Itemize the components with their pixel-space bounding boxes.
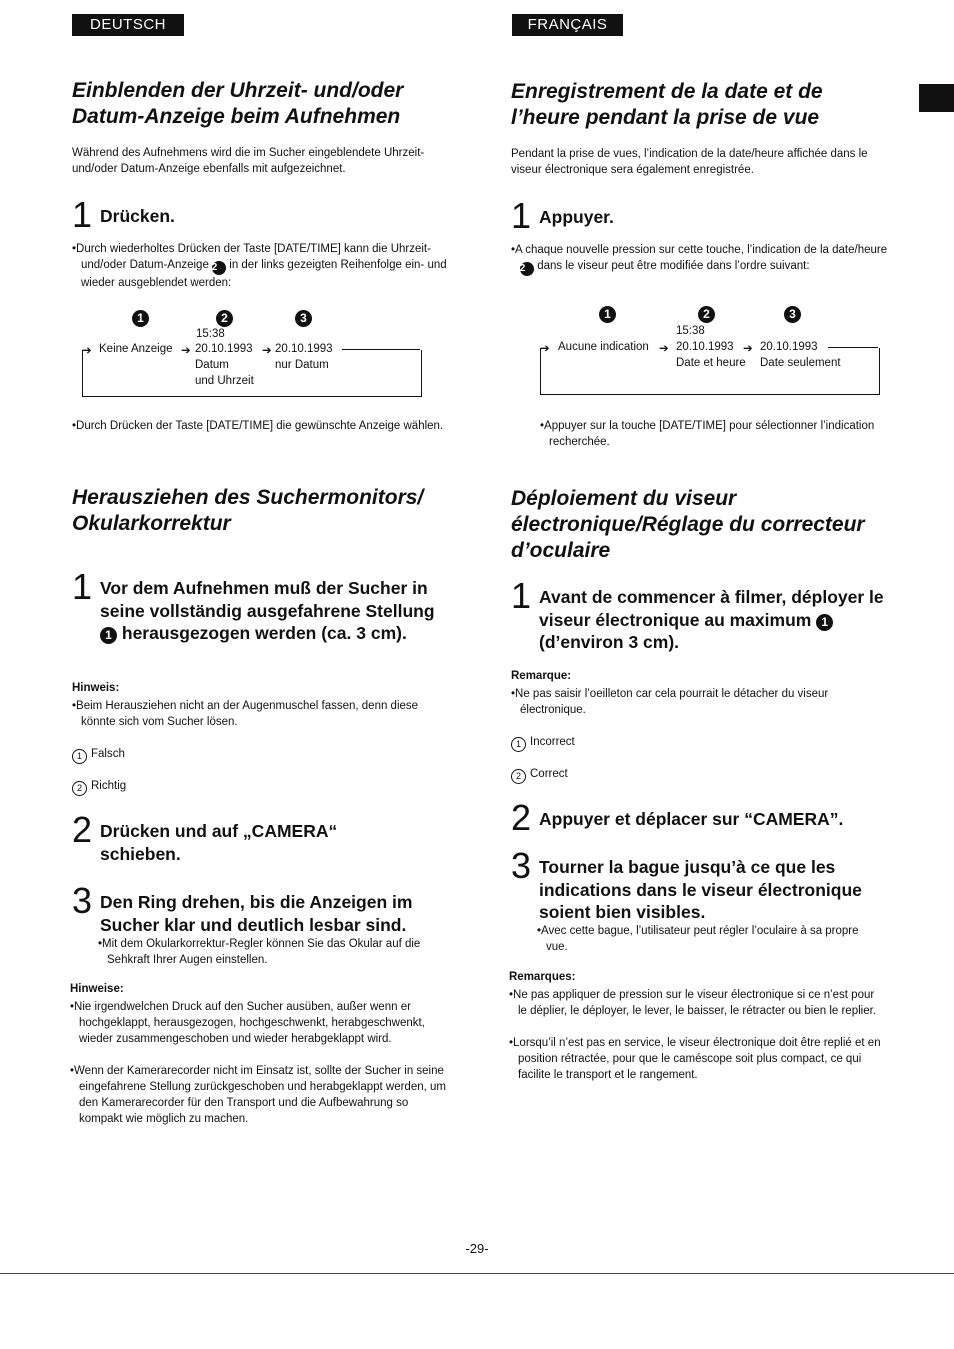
step-number: 1 <box>72 566 93 607</box>
note-text: •Nie irgendwelchen Druck auf den Sucher ausüben, außer wenn er hochgeklappt, herausgezogen, hochgeschwenkt, herabgeschwenkt, wieder zusammengeschoben und wieder herabgeklappt wird. <box>70 1001 425 1045</box>
step-text: Tourner la bague jusqu’à ce que les indications dans le viseur électronique soient bien visibles. <box>539 857 862 922</box>
option-date-only-value: 20.10.1993 <box>275 343 333 355</box>
label-wrong <box>72 746 442 764</box>
option-no-display: Keine Anzeige <box>99 343 173 355</box>
step-number: 1 <box>72 194 93 235</box>
circled-2-icon: 2 <box>72 781 87 796</box>
arrow-icon: ➔ <box>540 343 550 355</box>
step-number: 1 <box>511 195 532 236</box>
circled-1-icon: 1 <box>511 737 526 752</box>
circled-number-3-icon: 3 <box>784 306 801 323</box>
bullet-text: •Durch wiederholtes Drücken der Taste [DATE/TIME] kann die Uhrzeit- und/oder Datum-Anzeige <box>72 243 431 271</box>
display-sequence-diagram <box>80 310 425 400</box>
label-correct <box>511 766 881 784</box>
intro-text: Während des Aufnehmens wird die im Sucher eingeblendete Uhrzeit- und/oder Datum-Anzeige ebenfalls mit aufgezeichnet. <box>72 147 425 175</box>
label-and-time: und Uhrzeit <box>195 375 254 387</box>
option-no-display: Aucune indication <box>558 341 649 353</box>
step-text: Appuyer et déplacer sur “CAMERA”. <box>539 809 844 829</box>
note-heading: Remarque: <box>511 670 572 682</box>
circled-number-2-icon: 2 <box>520 262 534 276</box>
circled-number-1-icon: 1 <box>816 614 833 631</box>
circled-number-1-icon: 1 <box>132 310 149 327</box>
step-number: 3 <box>511 845 532 886</box>
label-text: Correct <box>530 768 568 780</box>
label-right <box>72 778 442 796</box>
bullet-select-display: •Durch Drücken der Taste [DATE/TIME] die gewünschte Anzeige wählen. <box>72 420 444 432</box>
bullet-date-time-cycle <box>511 242 888 276</box>
page-number: -29- <box>465 1241 489 1256</box>
step-number: 1 <box>511 575 532 616</box>
arrow-icon: ➔ <box>743 343 753 355</box>
note-text: •Ne pas appliquer de pression sur le viseur électronique si ce n’est pour le déplier, le déployer, le lever, le baisser, le rétracter ou bien le replier. <box>509 989 876 1017</box>
label-text: Richtig <box>91 780 127 792</box>
step-text: Drücken und auf „CAMERA“ schieben. <box>100 821 338 864</box>
label-date-only: Date seulement <box>760 357 841 369</box>
option-date-time-value: 20.10.1993 <box>676 341 734 353</box>
display-sequence-diagram <box>538 306 883 398</box>
label-incorrect <box>511 734 881 752</box>
footer-divider <box>0 1273 954 1274</box>
loop-arrow-line <box>828 347 878 348</box>
time-value: 15:38 <box>196 328 225 340</box>
language-label-french: FRANÇAIS <box>512 14 623 36</box>
bullet-select-display: •Appuyer sur la touche [DATE/TIME] pour sélectionner l’indication recherchée. <box>540 420 875 448</box>
language-label-german: DEUTSCH <box>72 14 184 36</box>
step-text: Drücken. <box>100 206 175 226</box>
section-title-viewfinder: Déploiement du viseur électronique/Réglage du correcteur d’oculaire <box>511 487 865 562</box>
circled-number-2-icon: 2 <box>698 306 715 323</box>
label-date-only: nur Datum <box>275 359 329 371</box>
arrow-icon: ➔ <box>659 343 669 355</box>
bullet-eyepiece-adjust: •Mit dem Okularkorrektur-Regler können Sie das Okular auf die Sehkraft Ihrer Augen einstellen. <box>98 938 421 966</box>
bullet-text: •A chaque nouvelle pression sur cette touche, l’indication de la date/heure <box>511 244 888 256</box>
section-title-viewfinder: Herausziehen des Suchermonitors/ Okularkorrektur <box>72 486 424 535</box>
step-text <box>100 577 445 645</box>
loop-arrow-frame <box>540 348 880 395</box>
step-text: Den Ring drehen, bis die Anzeigen im Sucher klar und deutlich lesbar sind. <box>100 892 413 935</box>
option-date-time-value: 20.10.1993 <box>195 343 253 355</box>
circled-number-2-icon: 2 <box>216 310 233 327</box>
step-text-part: Vor dem Aufnehmen muß der Sucher in seine vollständig ausgefahrene Stellung <box>100 578 435 621</box>
section-tab-marker <box>919 84 954 112</box>
step-text-part: herausgezogen werden (ca. 3 cm). <box>121 623 407 643</box>
note-text: •Ne pas saisir l’oeilleton car cela pourrait le détacher du viseur électronique. <box>511 688 829 716</box>
section-title-date-time: Einblenden der Uhrzeit- und/oder Datum-Anzeige beim Aufnehmen <box>72 79 404 128</box>
note-text: •Beim Herausziehen nicht an der Augenmuschel fassen, denn diese könnte sich vom Sucher lösen. <box>72 700 419 728</box>
option-date-only-value: 20.10.1993 <box>760 341 818 353</box>
step-number: 2 <box>72 809 93 850</box>
arrow-icon: ➔ <box>82 345 92 357</box>
intro-text: Pendant la prise de vues, l’indication de la date/heure affichée dans le viseur électronique sera également enregistrée. <box>511 148 868 176</box>
notes-heading: Remarques: <box>509 971 576 983</box>
label-date: Datum <box>195 359 229 371</box>
notes-heading: Hinweise: <box>70 983 124 995</box>
circled-number-3-icon: 3 <box>295 310 312 327</box>
loop-arrow-frame <box>82 350 422 397</box>
section-title-date-time: Enregistrement de la date et de l’heure pendant la prise de vue <box>511 80 823 129</box>
label-date-and-time: Date et heure <box>676 357 746 369</box>
label-text: Incorrect <box>530 736 575 748</box>
step-text-part: Avant de commencer à filmer, déployer le viseur électronique au maximum <box>539 587 884 630</box>
bullet-date-time-cycle <box>72 241 449 291</box>
step-text: Appuyer. <box>539 207 614 227</box>
step-text-part: (d’environ 3 cm). <box>539 632 680 652</box>
circled-number-1-icon: 1 <box>599 306 616 323</box>
circled-number-1-icon: 1 <box>100 627 117 644</box>
step-text <box>539 586 884 654</box>
note-text: •Lorsqu’il n’est pas en service, le viseur électronique doit être replié et en position rétractée, pour que le caméscope soit plus compact, ce qui facilite le transport et le rangement. <box>509 1037 881 1081</box>
loop-arrow-line <box>342 349 420 350</box>
circled-number-2-icon: 2 <box>212 261 226 275</box>
step-number: 2 <box>511 797 532 838</box>
step-number: 3 <box>72 880 93 921</box>
time-value: 15:38 <box>676 325 705 337</box>
arrow-icon: ➔ <box>181 345 191 357</box>
bullet-text: dans le viseur peut être modifiée dans l’ordre suivant: <box>537 260 810 272</box>
bullet-text: in der links gezeigten Reihenfolge ein- und wieder ausgeblendet werden: <box>81 259 447 289</box>
label-text: Falsch <box>91 748 125 760</box>
arrow-icon: ➔ <box>262 345 272 357</box>
bullet-eyepiece-adjust: •Avec cette bague, l’utilisateur peut régler l’oculaire à sa propre vue. <box>537 925 859 953</box>
circled-2-icon: 2 <box>511 769 526 784</box>
circled-1-icon: 1 <box>72 749 87 764</box>
note-text: •Wenn der Kamerarecorder nicht im Einsatz ist, sollte der Sucher in seine eingefahrene Stellung zurückgeschoben und herabgeklappt werden, um den Kamerarecorder für den Transport und die Aufbewahrung so kompakt wie möglich zu machen. <box>70 1065 446 1125</box>
note-heading: Hinweis: <box>72 682 120 694</box>
